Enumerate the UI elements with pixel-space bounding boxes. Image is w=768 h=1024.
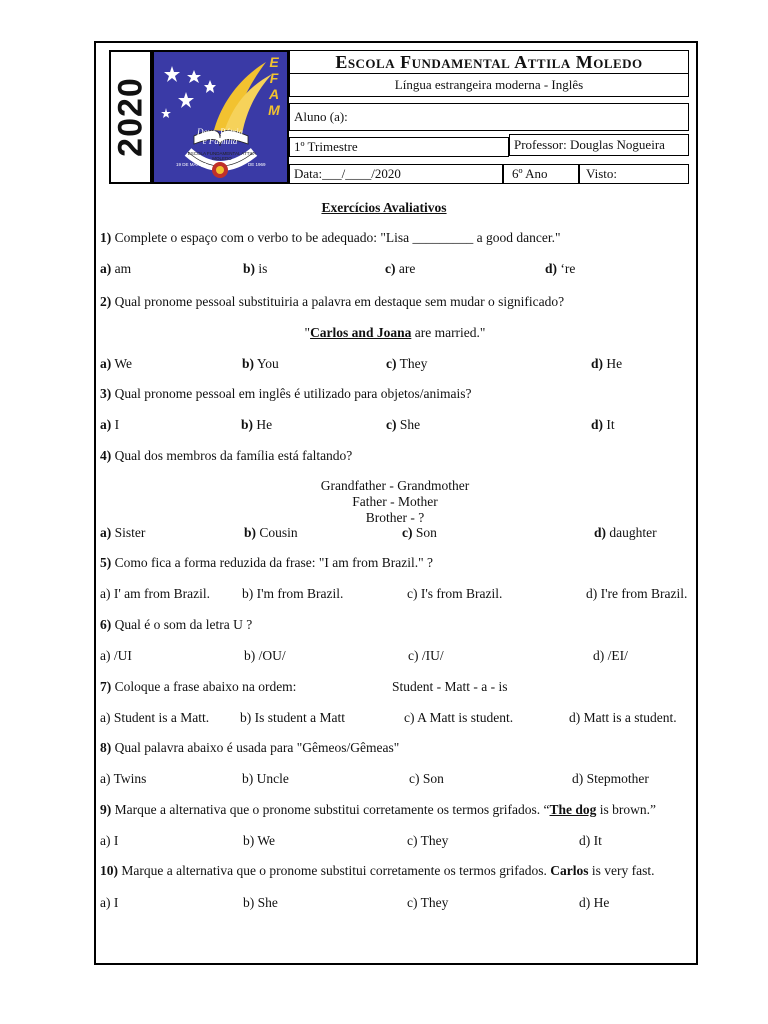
logo-motto xyxy=(194,128,246,146)
option-text: are xyxy=(395,261,416,276)
subject-text: Língua estrangeira moderna - Inglês xyxy=(394,77,584,92)
logo-ribbon: ESCOLA FUNDAMENTAL ATTILA MOLEDO xyxy=(187,151,257,161)
option-c[interactable]: c) A Matt is student. xyxy=(404,710,514,725)
school-name-text: Escola Fundamental Attila Moledo xyxy=(335,51,643,72)
question-number: 10) xyxy=(100,863,118,878)
term-text: 1º Trimestre xyxy=(294,139,358,154)
school-logo xyxy=(152,50,289,184)
quote-rest: are married." xyxy=(411,325,486,340)
grade-cell xyxy=(503,164,579,184)
option-letter: c) xyxy=(386,417,397,432)
question-number: 3) xyxy=(100,386,112,401)
option-c[interactable] xyxy=(386,417,420,433)
student-field[interactable] xyxy=(289,103,689,131)
teacher-cell xyxy=(509,134,689,156)
question-number: 5) xyxy=(100,555,112,570)
option-letter: d) xyxy=(591,356,604,371)
question-text: Qual pronome pessoal em inglês é utilizado para objetos/animais? xyxy=(111,386,472,401)
option-c[interactable] xyxy=(386,356,427,372)
option-c[interactable]: c) They xyxy=(407,833,449,848)
term-cell xyxy=(289,137,509,157)
logo-letter: A xyxy=(268,86,280,102)
option-b[interactable]: b) /OU/ xyxy=(244,648,286,663)
option-d[interactable] xyxy=(545,261,575,277)
option-letter: b) xyxy=(244,525,257,540)
option-letter: c) xyxy=(402,525,413,540)
option-letter: b) xyxy=(243,261,256,276)
question-number: 9) xyxy=(100,802,112,817)
date-text: Data:___/____/2020 xyxy=(294,166,401,181)
option-letter: c) xyxy=(386,356,397,371)
option-d[interactable]: d) I're from Brazil. xyxy=(586,586,688,601)
option-letter: a) xyxy=(100,356,112,371)
question-number: 8) xyxy=(100,740,112,755)
option-c[interactable] xyxy=(385,261,415,277)
family-line: Grandfather - Grandmother xyxy=(320,478,470,493)
question-number: 4) xyxy=(100,448,112,463)
option-c[interactable]: c) Son xyxy=(409,771,444,786)
highlighted-term: The dog xyxy=(549,802,597,817)
option-a[interactable] xyxy=(100,261,131,277)
option-d[interactable]: d) It xyxy=(579,833,602,848)
option-text: Cousin xyxy=(256,525,298,540)
option-text: daughter xyxy=(606,525,657,540)
question-text: Qual pronome pessoal substituiria a palavra em destaque sem mudar o significado? xyxy=(111,294,565,309)
option-a[interactable]: a) Twins xyxy=(100,771,147,786)
option-text: is xyxy=(255,261,268,276)
logo-letters xyxy=(264,54,284,118)
option-text: It xyxy=(603,417,615,432)
question-text: Coloque a frase abaixo na ordem: xyxy=(111,679,297,694)
option-letter: a) xyxy=(100,261,112,276)
teacher-text: Professor: Douglas Nogueira xyxy=(514,137,665,152)
question-number: 2) xyxy=(100,294,112,309)
option-text: They xyxy=(396,356,428,371)
option-d[interactable] xyxy=(591,417,615,433)
question-4 xyxy=(100,448,352,464)
school-name xyxy=(289,50,689,74)
question-text: Marque a alternativa que o pronome substitui corretamente os termos grifados. “ xyxy=(111,802,550,817)
visto-field[interactable] xyxy=(579,164,689,184)
logo-motto-line: Deus, Pátria xyxy=(197,127,243,137)
question-2-quote xyxy=(0,325,768,341)
question-9 xyxy=(100,802,656,818)
question-text: Como fica a forma reduzida da frase: "I am from Brazil." ? xyxy=(111,555,434,570)
year-box xyxy=(109,50,152,184)
question-10 xyxy=(100,863,654,879)
logo-ribbon-right: DE 1969 xyxy=(248,162,266,167)
question-text: Complete o espaço com o verbo to be adequado: "Lisa _________ a good dancer." xyxy=(111,230,561,245)
question-number: 6) xyxy=(100,617,112,632)
question-text: Qual palavra abaixo é usada para "Gêmeos/Gêmeas" xyxy=(111,740,400,755)
subject-cell xyxy=(289,73,689,97)
student-label: Aluno (a): xyxy=(294,109,348,124)
question-text-end: is very fast. xyxy=(588,863,655,878)
option-text: She xyxy=(396,417,421,432)
option-a[interactable]: a) Student is a Matt. xyxy=(100,710,210,725)
option-d[interactable]: d) Stepmother xyxy=(572,771,649,786)
option-letter: d) xyxy=(591,417,604,432)
option-text: am xyxy=(111,261,132,276)
option-a[interactable]: a) I xyxy=(100,833,119,848)
option-text: He xyxy=(603,356,623,371)
scrambled-words: Student - Matt - a - is xyxy=(392,679,508,694)
option-letter: c) xyxy=(385,261,396,276)
option-a[interactable] xyxy=(100,417,119,433)
option-b[interactable]: b) We xyxy=(243,833,276,848)
option-a[interactable]: a) I xyxy=(100,895,119,910)
option-text: ‘re xyxy=(557,261,576,276)
question-number: 7) xyxy=(100,679,112,694)
header-block xyxy=(109,50,689,184)
family-line: Brother - ? xyxy=(365,510,425,525)
question-8 xyxy=(100,740,399,756)
question-3 xyxy=(100,386,472,402)
option-c[interactable] xyxy=(402,525,437,541)
option-text: We xyxy=(111,356,133,371)
option-letter: a) xyxy=(100,417,112,432)
page-title: Exercícios Avaliativos xyxy=(321,200,447,215)
option-text: Sister xyxy=(111,525,146,540)
quote-highlight: Carlos and Joana xyxy=(310,325,412,340)
option-b[interactable]: b) She xyxy=(243,895,278,910)
logo-ribbon-left: 19 DE MARÇO xyxy=(176,162,207,167)
family-line: Father - Mother xyxy=(352,494,438,509)
grade-text: 6º Ano xyxy=(512,166,548,181)
option-a[interactable]: a) I' am from Brazil. xyxy=(100,586,211,601)
option-letter: d) xyxy=(594,525,607,540)
option-d[interactable]: d) /EI/ xyxy=(593,648,628,663)
option-c[interactable]: c) They xyxy=(407,895,449,910)
option-b[interactable] xyxy=(244,525,298,541)
question-text-end: is brown.” xyxy=(596,802,657,817)
question-2 xyxy=(100,294,564,310)
option-letter: b) xyxy=(241,417,254,432)
logo-letter: F xyxy=(269,70,279,86)
option-d[interactable] xyxy=(591,356,622,372)
logo-letter: E xyxy=(269,54,279,70)
option-a[interactable] xyxy=(100,525,145,541)
visto-text: Visto: xyxy=(586,166,618,181)
question-1 xyxy=(100,230,561,246)
option-b[interactable] xyxy=(243,261,267,277)
question-5 xyxy=(100,555,433,571)
question-6 xyxy=(100,617,252,633)
option-text: I xyxy=(111,417,120,432)
option-b[interactable] xyxy=(242,356,279,372)
option-letter: d) xyxy=(545,261,558,276)
option-a[interactable]: a) /UI xyxy=(100,648,132,663)
option-text: Son xyxy=(412,525,437,540)
option-c[interactable]: c) /IU/ xyxy=(408,648,444,663)
option-b[interactable]: b) Uncle xyxy=(242,771,289,786)
option-b[interactable]: b) Is student a Matt xyxy=(240,710,345,725)
question-number: 1) xyxy=(100,230,112,245)
logo-letter: M xyxy=(268,102,280,118)
option-c[interactable]: c) I's from Brazil. xyxy=(407,586,503,601)
logo-motto-line: e Família xyxy=(202,136,238,146)
question-text: Qual é o som da letra U ? xyxy=(111,617,253,632)
highlighted-term: Carlos xyxy=(550,863,589,878)
date-field[interactable] xyxy=(289,164,503,184)
option-a[interactable] xyxy=(100,356,132,372)
option-d[interactable]: d) He xyxy=(579,895,610,910)
option-letter: a) xyxy=(100,525,112,540)
question-text: Qual dos membros da família está faltando? xyxy=(111,448,353,463)
question-7 xyxy=(100,679,296,695)
option-d[interactable] xyxy=(594,525,657,541)
question-text: Marque a alternativa que o pronome substitui corretamente os termos grifados. xyxy=(118,863,551,878)
option-b[interactable] xyxy=(241,417,272,433)
option-d[interactable]: d) Matt is a student. xyxy=(569,710,677,725)
quote-open: " xyxy=(304,325,311,340)
option-text: You xyxy=(254,356,279,371)
year-label: 2020 xyxy=(111,77,149,157)
option-b[interactable]: b) I'm from Brazil. xyxy=(242,586,344,601)
option-text: He xyxy=(253,417,273,432)
option-letter: b) xyxy=(242,356,255,371)
